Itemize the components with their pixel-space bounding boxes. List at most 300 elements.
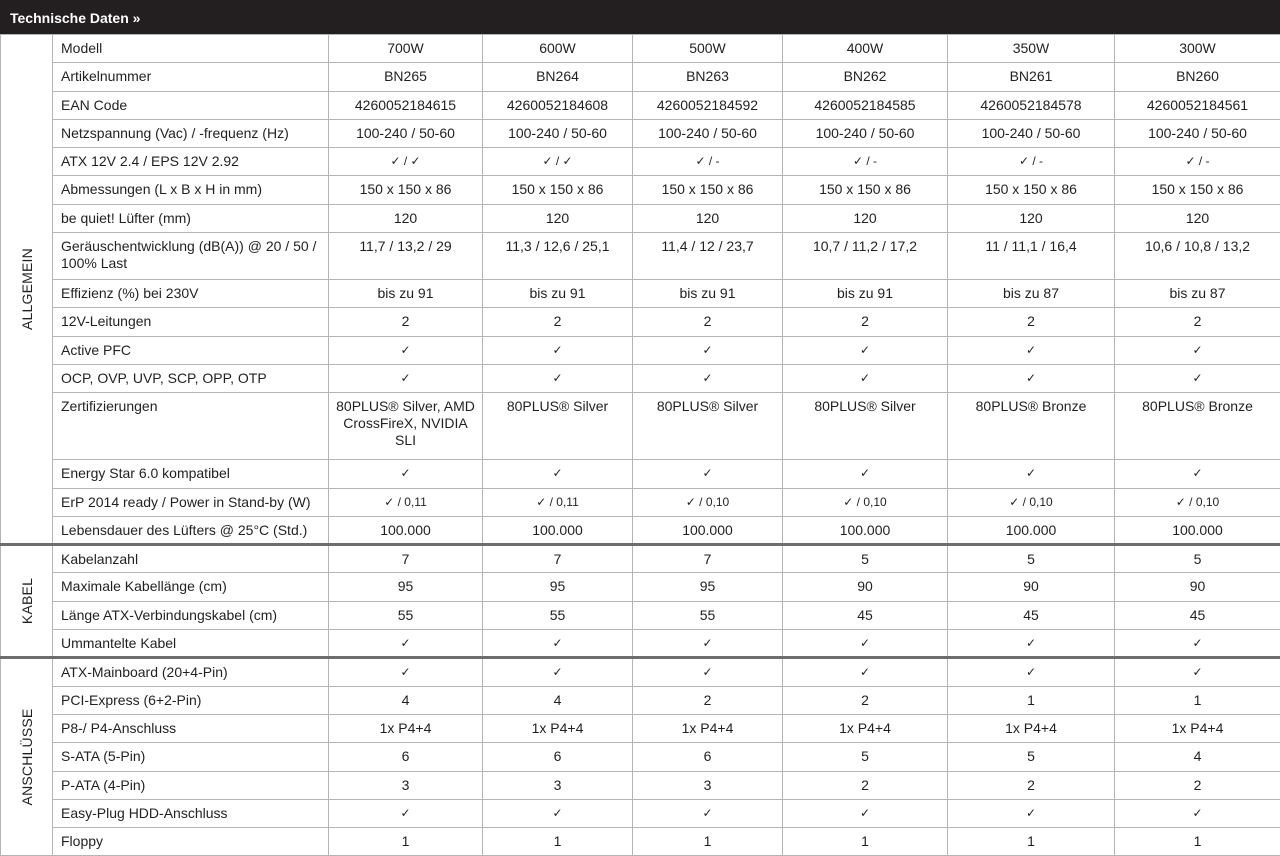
spec-value-text: 55: [699, 606, 716, 623]
spec-value-text: 1x P4+4: [839, 719, 891, 736]
spec-value: [1115, 630, 1280, 658]
spec-label-text: Maximale Kabellänge (cm): [61, 578, 227, 595]
spec-value: [483, 393, 633, 460]
spec-value: [948, 63, 1115, 91]
spec-value: [483, 176, 633, 204]
spec-label-text: Active PFC: [61, 341, 132, 358]
spec-value: [329, 63, 483, 91]
spec-value-text: 2: [1027, 313, 1035, 330]
spec-value-text: 4: [1193, 748, 1202, 765]
spec-value-text: ✓: [859, 370, 871, 385]
spec-value-text: 55: [549, 606, 566, 623]
spec-label: [53, 743, 329, 771]
spec-value: [329, 658, 483, 686]
spec-value-text: 4260052184561: [1146, 96, 1249, 113]
spec-value-text: 95: [397, 578, 414, 595]
spec-value-text: 500W: [689, 40, 726, 56]
spec-table: [0, 34, 1280, 856]
section-label-cell: [1, 545, 53, 658]
spec-value: [633, 393, 783, 460]
spec-value: [1115, 119, 1280, 147]
spec-value-text: ✓ / -: [695, 154, 720, 169]
spec-value: [948, 828, 1115, 856]
spec-value: [1115, 828, 1280, 856]
spec-value: [1115, 63, 1280, 91]
spec-value-text: 55: [397, 606, 414, 623]
spec-value: [948, 119, 1115, 147]
spec-value: [1115, 799, 1280, 827]
spec-value-text: 80PLUS® Silver, AMD CrossFireX, NVIDIA SLI: [336, 398, 475, 449]
spec-value-text: 2: [1193, 776, 1202, 793]
table-row: [1, 545, 1280, 573]
spec-value: [783, 545, 948, 573]
spec-label: [53, 393, 329, 460]
spec-value: [633, 828, 783, 856]
spec-value-text: BN262: [843, 68, 887, 85]
spec-value-text: ✓: [1025, 370, 1037, 385]
spec-value-text: ✓: [859, 342, 871, 357]
spec-value-text: 95: [699, 578, 716, 595]
spec-value-text: 4260052184608: [506, 96, 609, 113]
spec-value-text: 150 x 150 x 86: [985, 181, 1077, 198]
spec-value-text: ✓: [702, 370, 713, 385]
spec-value-text: 4260052184585: [814, 96, 916, 113]
spec-value: [329, 280, 483, 308]
spec-value: [633, 364, 783, 392]
spec-value: [633, 280, 783, 308]
spec-label-text: S-ATA (5-Pin): [61, 748, 146, 765]
table-row: [1, 204, 1280, 232]
spec-value: [783, 35, 948, 63]
spec-value-text: 100-240 / 50-60: [508, 124, 607, 141]
spec-value-text: 2: [703, 691, 712, 708]
spec-label-text: EAN Code: [61, 96, 128, 113]
spec-value-text: ✓: [702, 805, 713, 820]
spec-label: [53, 658, 329, 686]
spec-value: [783, 176, 948, 204]
spec-value-text: bis zu 91: [377, 285, 434, 302]
spec-value-text: 4: [553, 691, 562, 708]
spec-value: [783, 91, 948, 119]
spec-value-text: 300W: [1179, 40, 1216, 56]
spec-value: [483, 148, 633, 176]
spec-value: [633, 148, 783, 176]
spec-value: [948, 364, 1115, 392]
spec-value: [329, 204, 483, 232]
spec-value-text: BN264: [536, 68, 579, 85]
spec-value-text: ✓: [1192, 665, 1203, 680]
spec-value-text: ✓: [552, 665, 563, 680]
spec-label: [53, 35, 329, 63]
table-row: [1, 686, 1280, 714]
spec-value-text: 400W: [846, 40, 884, 56]
spec-value-text: BN263: [686, 68, 729, 85]
spec-label-text: Modell: [61, 40, 103, 56]
spec-value-text: ✓: [702, 342, 713, 357]
spec-label: [53, 148, 329, 176]
spec-value: [329, 799, 483, 827]
spec-value-text: 120: [545, 209, 570, 226]
spec-label-text: Energy Star 6.0 kompatibel: [61, 465, 230, 482]
table-row: [1, 91, 1280, 119]
spec-value: [783, 280, 948, 308]
spec-value: [633, 91, 783, 119]
spec-label: [53, 488, 329, 516]
spec-value: [329, 630, 483, 658]
spec-value-text: ✓ / 0,11: [384, 494, 427, 509]
spec-value-text: 1x P4+4: [1171, 719, 1224, 736]
spec-value-text: ✓: [400, 466, 411, 481]
spec-value: [483, 714, 633, 742]
spec-value-text: 90: [857, 578, 873, 595]
spec-value: [948, 573, 1115, 601]
spec-value: [783, 799, 948, 827]
spec-label-text: P-ATA (4-Pin): [61, 776, 146, 793]
spec-value-text: 6: [401, 748, 410, 765]
spec-value: [483, 91, 633, 119]
spec-value-text: 10,7 / 11,2 / 17,2: [812, 238, 918, 255]
spec-value: [483, 658, 633, 686]
spec-value: [1115, 204, 1280, 232]
spec-value-text: 5: [861, 551, 869, 568]
spec-value: [483, 35, 633, 63]
spec-value: [483, 336, 633, 364]
spec-value: [1115, 601, 1280, 629]
spec-value: [783, 460, 948, 488]
spec-label-text: Länge ATX-Verbindungskabel (cm): [61, 606, 278, 623]
spec-value: [1115, 35, 1280, 63]
spec-label: [53, 280, 329, 308]
spec-value: [483, 488, 633, 516]
spec-value-text: 11,3 / 12,6 / 25,1: [505, 238, 610, 255]
spec-value-text: 100-240 / 50-60: [658, 124, 757, 141]
spec-value-text: 6: [553, 748, 562, 765]
spec-value: [1115, 308, 1280, 336]
spec-value-text: ✓ / -: [1018, 154, 1044, 169]
spec-value-text: ✓: [1025, 805, 1037, 820]
spec-value-text: 80PLUS® Bronze: [1142, 398, 1253, 415]
spec-value-text: ✓ / 0,10: [843, 494, 887, 509]
spec-label-text: OCP, OVP, UVP, SCP, OPP, OTP: [61, 369, 267, 386]
spec-value: [783, 658, 948, 686]
table-row: [1, 516, 1280, 544]
spec-label-text: PCI-Express (6+2-Pin): [61, 691, 202, 708]
spec-value: [633, 35, 783, 63]
spec-value-text: 5: [861, 748, 869, 765]
spec-value: [329, 148, 483, 176]
spec-value: [633, 119, 783, 147]
spec-value-text: 1: [1027, 691, 1035, 708]
spec-label-text: be quiet! Lüfter (mm): [61, 209, 191, 226]
section-label: KABEL: [18, 578, 35, 625]
spec-value-text: bis zu 91: [836, 285, 894, 302]
spec-value: [783, 714, 948, 742]
spec-value: [948, 148, 1115, 176]
spec-value-text: 100-240 / 50-60: [981, 124, 1081, 141]
spec-label-text: Floppy: [61, 833, 104, 850]
spec-label: [53, 308, 329, 336]
spec-label-text: ATX 12V 2.4 / EPS 12V 2.92: [61, 153, 239, 170]
section-label-cell: [1, 35, 53, 545]
spec-value: [783, 393, 948, 460]
spec-value: [783, 573, 948, 601]
table-row: [1, 148, 1280, 176]
section-label: ALLGEMEIN: [18, 248, 35, 331]
spec-value-text: 1: [861, 833, 869, 850]
spec-value: [483, 601, 633, 629]
spec-value-text: ✓ / ✓: [390, 154, 421, 169]
spec-value: [1115, 545, 1280, 573]
spec-value: [1115, 658, 1280, 686]
spec-value-text: 1x P4+4: [531, 719, 584, 736]
spec-value: [483, 630, 633, 658]
spec-value-text: 7: [703, 551, 712, 568]
spec-value-text: 2: [861, 776, 869, 793]
table-row: [1, 280, 1280, 308]
spec-label: [53, 336, 329, 364]
spec-value: [633, 714, 783, 742]
spec-value: [329, 488, 483, 516]
spec-value: [483, 686, 633, 714]
spec-value-text: ✓: [859, 805, 871, 820]
spec-value-text: 5: [1027, 748, 1035, 765]
spec-value: [633, 658, 783, 686]
spec-value: [483, 63, 633, 91]
spec-label-text: Ummantelte Kabel: [61, 635, 177, 652]
spec-value: [329, 516, 483, 544]
spec-value: [633, 771, 783, 799]
table-row: [1, 35, 1280, 63]
spec-value: [1115, 460, 1280, 488]
spec-value-text: 11,4 / 12 / 23,7: [661, 238, 754, 255]
spec-value: [633, 799, 783, 827]
spec-value: [948, 204, 1115, 232]
spec-value-text: ✓: [1192, 805, 1203, 820]
spec-value: [483, 364, 633, 392]
spec-value: [633, 488, 783, 516]
spec-value: [1115, 516, 1280, 544]
spec-value-text: 11 / 11,1 / 16,4: [985, 238, 1077, 255]
spec-value: [948, 630, 1115, 658]
spec-value: [329, 393, 483, 460]
spec-value: [948, 516, 1115, 544]
spec-value-text: 90: [1023, 578, 1039, 595]
spec-value-text: ✓: [400, 370, 411, 385]
header-title: Technische Daten »: [10, 10, 141, 26]
spec-value-text: BN261: [1009, 68, 1053, 85]
spec-value: [329, 771, 483, 799]
spec-value: [483, 573, 633, 601]
spec-value-text: ✓: [1025, 665, 1037, 680]
spec-value-text: 2: [1193, 313, 1202, 330]
spec-value-text: 45: [1023, 606, 1039, 623]
spec-value-text: 80PLUS® Silver: [656, 398, 759, 415]
table-row: [1, 630, 1280, 658]
spec-value: [1115, 336, 1280, 364]
spec-value: [633, 204, 783, 232]
spec-value: [783, 204, 948, 232]
spec-value: [483, 119, 633, 147]
spec-label: [53, 714, 329, 742]
spec-value-text: ✓: [552, 466, 563, 481]
table-row: [1, 573, 1280, 601]
spec-value-text: 700W: [387, 40, 424, 56]
spec-value-text: ✓: [400, 636, 411, 651]
spec-label: [53, 630, 329, 658]
spec-value-text: ✓ / 0,10: [1175, 494, 1220, 509]
spec-value-text: 100.000: [380, 521, 431, 538]
spec-value-text: 1x P4+4: [1005, 719, 1057, 736]
spec-label: [53, 63, 329, 91]
spec-value: [1115, 771, 1280, 799]
spec-value: [329, 714, 483, 742]
spec-value: [633, 233, 783, 280]
spec-value: [329, 743, 483, 771]
spec-value-text: 5: [1193, 551, 1202, 568]
spec-value-text: 100-240 / 50-60: [815, 124, 915, 141]
spec-value: [483, 204, 633, 232]
spec-label-text: Geräuschentwicklung (dB(A)) @ 20 / 50 / 100% Last: [61, 238, 317, 272]
spec-value-text: ✓: [552, 370, 563, 385]
spec-value: [483, 799, 633, 827]
spec-value-text: BN265: [384, 68, 427, 85]
spec-value: [633, 176, 783, 204]
spec-value-text: 90: [1189, 578, 1206, 595]
spec-label-text: ATX-Mainboard (20+4-Pin): [61, 664, 228, 681]
spec-value: [633, 601, 783, 629]
spec-value: [633, 460, 783, 488]
spec-value: [329, 601, 483, 629]
table-row: [1, 119, 1280, 147]
spec-value: [1115, 233, 1280, 280]
spec-value-text: bis zu 91: [529, 285, 586, 302]
table-row: [1, 233, 1280, 280]
spec-value-text: 80PLUS® Bronze: [975, 398, 1087, 415]
spec-value-text: 350W: [1012, 40, 1050, 56]
spec-value: [633, 63, 783, 91]
table-row: [1, 336, 1280, 364]
spec-value: [483, 828, 633, 856]
spec-value: [783, 308, 948, 336]
spec-label: [53, 91, 329, 119]
spec-value: [783, 233, 948, 280]
spec-value-text: 150 x 150 x 86: [1151, 181, 1244, 198]
spec-value-text: bis zu 87: [1002, 285, 1060, 302]
spec-value: [948, 91, 1115, 119]
spec-label-text: Artikelnummer: [61, 68, 152, 85]
spec-value-text: 120: [1019, 209, 1043, 226]
spec-value: [633, 686, 783, 714]
table-row: [1, 460, 1280, 488]
spec-label-text: Abmessungen (L x B x H in mm): [61, 181, 262, 198]
spec-value-text: ✓ / -: [1185, 154, 1210, 169]
table-row: [1, 799, 1280, 827]
spec-value: [1115, 488, 1280, 516]
spec-value: [329, 364, 483, 392]
spec-value-text: 5: [1027, 551, 1035, 568]
spec-value-text: 4: [401, 691, 410, 708]
spec-value: [329, 336, 483, 364]
spec-value: [948, 308, 1115, 336]
spec-value: [483, 308, 633, 336]
spec-value: [783, 601, 948, 629]
spec-value-text: ✓: [859, 466, 871, 481]
spec-value: [483, 516, 633, 544]
spec-value-text: ✓: [1025, 342, 1037, 357]
spec-value-text: 100.000: [1005, 521, 1057, 538]
spec-value-text: 100.000: [682, 521, 733, 538]
spec-value: [783, 488, 948, 516]
spec-value-text: 1: [1193, 833, 1202, 850]
spec-label-text: Lebensdauer des Lüfters @ 25°C (Std.): [61, 521, 308, 538]
table-row: [1, 393, 1280, 460]
spec-value-text: ✓: [1192, 370, 1203, 385]
spec-value-text: ✓ / 0,11: [536, 494, 579, 509]
spec-value-text: 120: [853, 209, 877, 226]
spec-label-text: ErP 2014 ready / Power in Stand-by (W): [61, 493, 311, 510]
spec-value: [329, 119, 483, 147]
spec-label: [53, 573, 329, 601]
spec-label-text: Kabelanzahl: [61, 551, 139, 568]
spec-value: [483, 233, 633, 280]
spec-value-text: 100-240 / 50-60: [1148, 124, 1247, 141]
spec-value-text: 11,7 / 13,2 / 29: [359, 238, 452, 255]
spec-value: [329, 308, 483, 336]
spec-value-text: 80PLUS® Silver: [506, 398, 609, 415]
spec-value: [329, 545, 483, 573]
spec-label-text: P8-/ P4-Anschluss: [61, 719, 177, 736]
table-row: [1, 601, 1280, 629]
spec-value-text: 1: [1027, 833, 1035, 850]
spec-value-text: 4260052184578: [980, 96, 1082, 113]
spec-value-text: 4260052184615: [354, 96, 457, 113]
spec-value: [483, 460, 633, 488]
spec-value-text: 100.000: [1172, 521, 1223, 538]
spec-value: [783, 686, 948, 714]
spec-value-text: 1: [1193, 691, 1202, 708]
spec-value: [329, 460, 483, 488]
spec-value-text: 120: [393, 209, 418, 226]
spec-value: [329, 828, 483, 856]
section-header: [0, 0, 1280, 34]
spec-value: [633, 573, 783, 601]
section-label-cell: [1, 658, 53, 856]
spec-value: [783, 743, 948, 771]
spec-value: [329, 573, 483, 601]
spec-value: [633, 743, 783, 771]
spec-value-text: 100-240 / 50-60: [356, 124, 455, 141]
spec-value-text: ✓: [1192, 342, 1203, 357]
spec-value: [483, 771, 633, 799]
spec-value-text: bis zu 87: [1169, 285, 1226, 302]
spec-value-text: ✓: [859, 636, 871, 651]
spec-value-text: 150 x 150 x 86: [819, 181, 911, 198]
spec-value: [633, 516, 783, 544]
spec-value: [633, 630, 783, 658]
table-row: [1, 308, 1280, 336]
spec-value-text: ✓ / 0,10: [685, 494, 730, 509]
spec-value: [1115, 364, 1280, 392]
spec-label: [53, 686, 329, 714]
spec-value-text: 2: [703, 313, 712, 330]
spec-value: [783, 630, 948, 658]
spec-value: [948, 658, 1115, 686]
spec-value-text: ✓: [1192, 466, 1203, 481]
spec-label: [53, 460, 329, 488]
spec-value-text: 45: [857, 606, 873, 623]
spec-value: [1115, 393, 1280, 460]
spec-label: [53, 204, 329, 232]
